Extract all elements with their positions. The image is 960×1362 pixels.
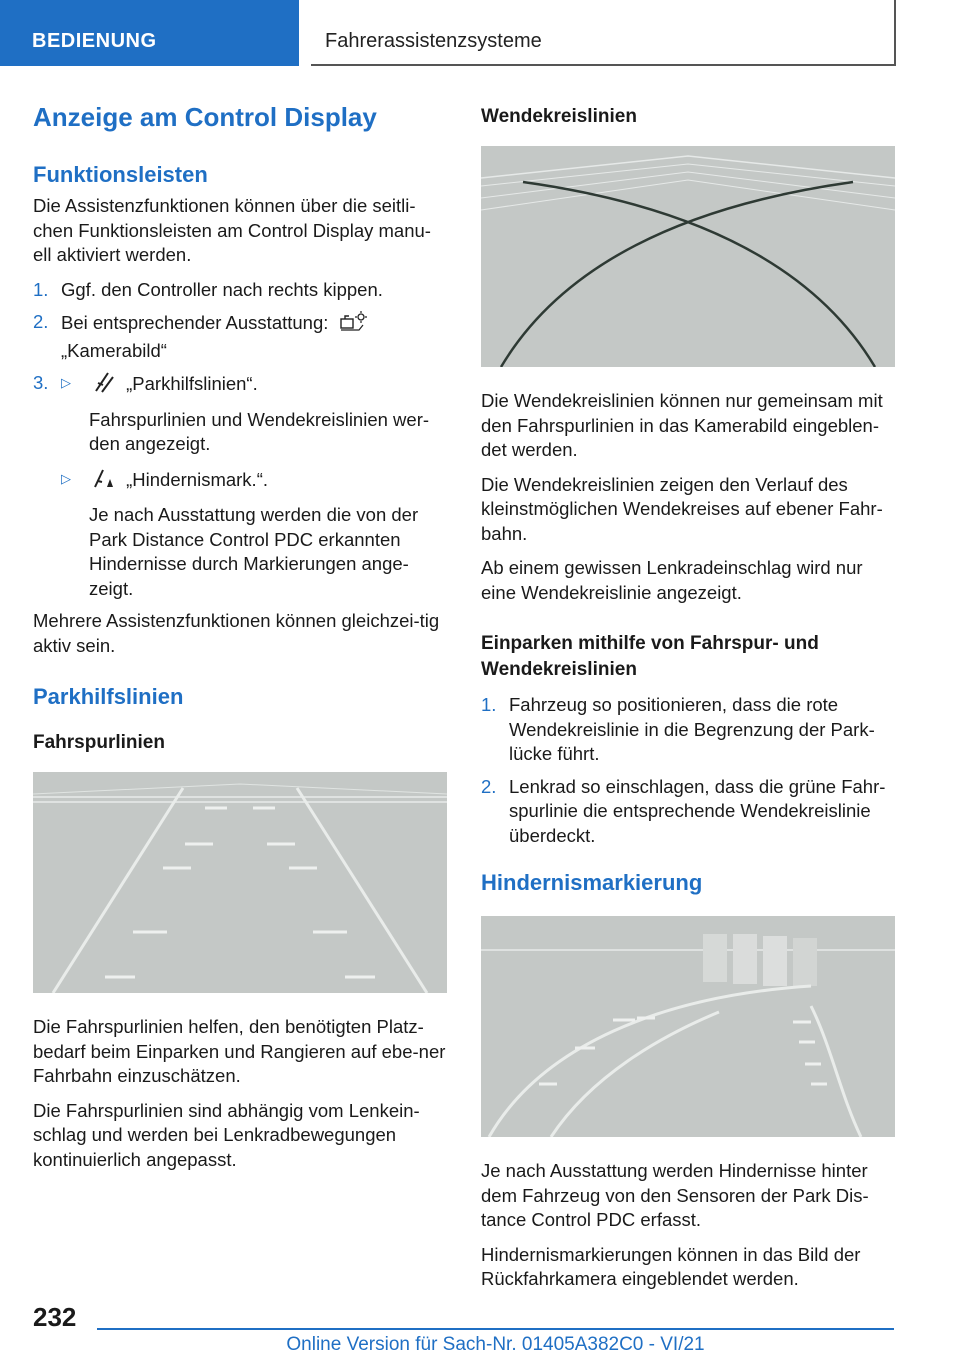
heading-fahrspurlinien: Fahrspurlinien (33, 732, 165, 753)
list-item (33, 278, 447, 303)
triangle-bullet-icon: ▷ (61, 375, 71, 390)
heading-parkhilfslinien: Parkhilfslinien (33, 684, 184, 709)
sub-bullet (61, 371, 447, 457)
step-number: 1. (33, 278, 49, 300)
heading-hindernismarkierung: Hindernismarkierung (481, 870, 703, 895)
paragraph: Die Wendekreislinien können nur gemeinsam mit den Fahrspurlinien in das Kamerabild eingeblen-det werden. (481, 390, 883, 460)
lane-lines-camera-image (33, 772, 447, 993)
step-number: 2. (33, 311, 49, 332)
bullet-text: Fahrspurlinien und Wendekreislinien wer-den angezeigt. (89, 408, 430, 454)
step-text: Ggf. den Controller nach rechts kippen. (61, 278, 383, 300)
paragraph: Die Wendekreislinien zeigen den Verlauf des kleinstmöglichen Wendekreises auf ebener Fahr-bahn. (481, 473, 883, 544)
page-number: 232 (33, 1302, 77, 1332)
step-text: Lenkrad so einschlagen, dass die grüne Fahr-spurlinie die entsprechende Wendekreislinie überdeckt. (509, 775, 886, 846)
turning-circle-camera-image (481, 146, 895, 367)
obstacle-marking-camera-image (481, 916, 895, 1137)
list-item (481, 775, 895, 849)
heading-einparken: Einparken mithilfe von Fahrspur- und Wendekreislinien (481, 633, 819, 680)
step-number: 2. (481, 775, 497, 797)
paragraph: Die Assistenzfunktionen können über die seitli-chen Funktionsleisten am Control Display manu-ell aktiviert werden. (33, 195, 431, 265)
bullet-text: Je nach Ausstattung werden die von der Park Distance Control PDC erkannten Hindernisse durch Markierungen ange-zeigt. (89, 504, 419, 599)
triangle-bullet-icon: ▷ (61, 470, 71, 486)
paragraph: Die Fahrspurlinien sind abhängig vom Lenkein-schlag und werden bei Lenkradbewegungen kontinuierlich angepasst. (33, 1099, 420, 1170)
parking-lines-icon (93, 371, 115, 400)
step-text-2: „Kamerabild“ (61, 339, 167, 361)
paragraph: Mehrere Assistenzfunktionen können gleichzei-tig aktiv sein. (33, 610, 440, 656)
heading-funktionsleisten: Funktionsleisten (33, 162, 208, 187)
paragraph: Je nach Ausstattung werden Hindernisse hinter dem Fahrzeug von den Sensoren der Park Dis-tance Control PDC erfasst. (481, 1160, 869, 1230)
obstacle-marking-icon (93, 467, 115, 496)
paragraph: Die Fahrspurlinien helfen, den benötigten Platz-bedarf beim Einparken und Rangieren auf ebe-ner Fahrbahn einzuschätzen. (33, 1016, 446, 1086)
steps-list (481, 693, 895, 848)
left-column (33, 100, 447, 1182)
header-section-label: BEDIENUNG (32, 30, 157, 52)
step-text: Bei entsprechender Ausstattung: (61, 312, 329, 334)
bullet-label: „Hindernismark.“. (126, 468, 268, 490)
list-item (481, 693, 895, 767)
steps-list (33, 278, 447, 602)
paragraph: Hindernismarkierungen können in das Bild der Rückfahrkamera eingeblendet werden. (481, 1243, 861, 1289)
list-item (33, 371, 447, 601)
header-section-tab (0, 0, 299, 66)
list-item (33, 310, 447, 363)
footer-divider (97, 1328, 894, 1330)
step-number: 3. (33, 372, 49, 393)
step-text: Fahrzeug so positionieren, dass die rote Wendekreislinie in die Begrenzung der Park-lücke führt. (509, 694, 875, 764)
paragraph: Ab einem gewissen Lenkradeinschlag wird nur eine Wendekreislinie angezeigt. (481, 557, 863, 603)
header-chapter-box (311, 0, 896, 66)
right-column (481, 100, 895, 1302)
bullet-label: „Parkhilfslinien“. (126, 373, 258, 395)
footer-text: Online Version für Sach-Nr. 01405A382C0 - VI/21 (286, 1334, 705, 1355)
page-title: Anzeige am Control Display (33, 102, 377, 132)
step-number: 1. (481, 694, 497, 715)
camera-settings-icon (338, 310, 368, 339)
heading-wendekreislinien: Wendekreislinien (481, 106, 637, 127)
sub-bullet (61, 467, 447, 602)
header-chapter-label: Fahrerassistenzsysteme (325, 30, 542, 52)
